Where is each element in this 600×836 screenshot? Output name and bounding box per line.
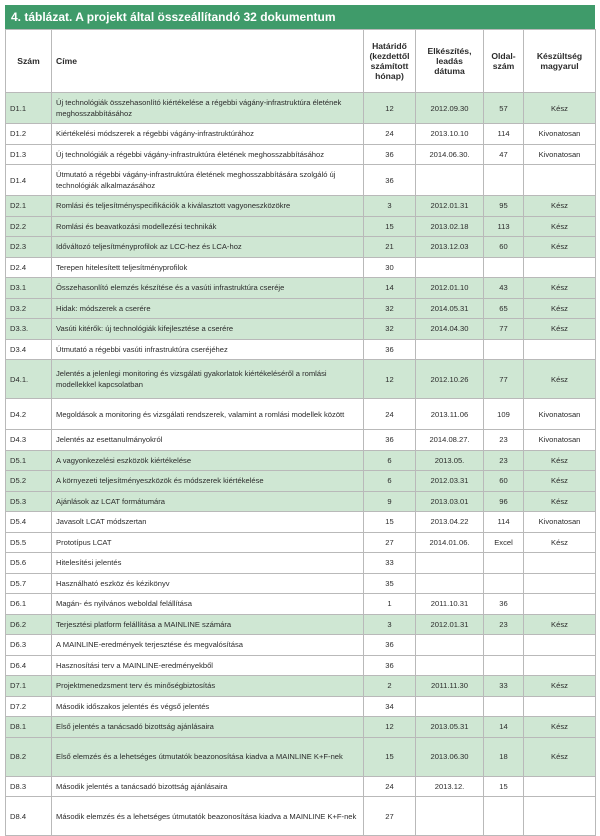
cell-deadline: 27	[364, 532, 416, 553]
table-body	[6, 93, 596, 836]
cell-document-id: D3.3.	[6, 319, 52, 340]
cell-status: Kész	[524, 319, 596, 340]
table-row	[6, 237, 596, 258]
cell-document-id: D6.3	[6, 635, 52, 656]
table-row	[6, 319, 596, 340]
cell-status: Kész	[524, 717, 596, 738]
cell-status: Kész	[524, 196, 596, 217]
cell-page-count: 95	[484, 196, 524, 217]
cell-deadline: 36	[364, 655, 416, 676]
cell-deadline: 12	[364, 93, 416, 124]
cell-page-count: 23	[484, 430, 524, 451]
header-cime: Címe	[52, 30, 364, 93]
cell-page-count: 96	[484, 491, 524, 512]
cell-document-title: Magán- és nyilvános weboldal felállítása	[52, 594, 364, 615]
cell-completion-date: 2012.10.26	[416, 360, 484, 399]
table-row	[6, 776, 596, 797]
cell-document-title: Útmutató a régebbi vágány-infrastruktúra életének meghosszabbítására szolgáló új technológiák alkalmazásához	[52, 165, 364, 196]
cell-deadline: 30	[364, 257, 416, 278]
cell-status: Kész	[524, 737, 596, 776]
cell-page-count	[484, 573, 524, 594]
cell-document-title: Projektmenedzsment terv és minőségbiztosítás	[52, 676, 364, 697]
cell-completion-date: 2012.09.30	[416, 93, 484, 124]
table-row	[6, 93, 596, 124]
cell-deadline: 36	[364, 635, 416, 656]
cell-deadline: 6	[364, 450, 416, 471]
cell-page-count: 23	[484, 450, 524, 471]
cell-page-count	[484, 257, 524, 278]
cell-page-count: 18	[484, 737, 524, 776]
cell-page-count	[484, 165, 524, 196]
cell-completion-date: 2013.12.	[416, 776, 484, 797]
cell-status: Kész	[524, 216, 596, 237]
cell-completion-date: 2014.08.27.	[416, 430, 484, 451]
cell-status	[524, 797, 596, 836]
cell-completion-date: 2013.05.	[416, 450, 484, 471]
cell-page-count: 114	[484, 512, 524, 533]
cell-completion-date: 2014.01.06.	[416, 532, 484, 553]
cell-document-id: D2.1	[6, 196, 52, 217]
cell-document-title: Új technológiák összehasonlító kiértékelése a régebbi vágány-infrastruktúra életének meghosszabbításához	[52, 93, 364, 124]
cell-completion-date	[416, 655, 484, 676]
cell-document-id: D7.2	[6, 696, 52, 717]
cell-deadline: 6	[364, 471, 416, 492]
cell-status: Kész	[524, 491, 596, 512]
cell-document-id: D1.1	[6, 93, 52, 124]
cell-document-title: Használható eszköz és kézikönyv	[52, 573, 364, 594]
documents-table	[5, 29, 596, 836]
cell-completion-date: 2013.04.22	[416, 512, 484, 533]
header-elkeszites: Elkészítés, leadás dátuma	[416, 30, 484, 93]
table-row	[6, 635, 596, 656]
cell-document-title: Új technológiák a régebbi vágány-infrastruktúra életének meghosszabbításához	[52, 144, 364, 165]
cell-deadline: 27	[364, 797, 416, 836]
cell-status: Kivonatosan	[524, 144, 596, 165]
cell-completion-date: 2012.01.10	[416, 278, 484, 299]
cell-status	[524, 776, 596, 797]
cell-document-title: Első jelentés a tanácsadó bizottság ajánlásaira	[52, 717, 364, 738]
cell-status	[524, 573, 596, 594]
cell-status	[524, 165, 596, 196]
cell-status: Kész	[524, 614, 596, 635]
cell-document-title: Terjesztési platform felállítása a MAINLINE számára	[52, 614, 364, 635]
table-row	[6, 512, 596, 533]
table-row	[6, 399, 596, 430]
cell-document-id: D6.2	[6, 614, 52, 635]
cell-document-id: D5.1	[6, 450, 52, 471]
cell-completion-date	[416, 339, 484, 360]
cell-document-id: D5.5	[6, 532, 52, 553]
cell-status: Kész	[524, 450, 596, 471]
cell-status: Kivonatosan	[524, 124, 596, 145]
cell-document-title: A MAINLINE-eredmények terjesztése és megvalósítása	[52, 635, 364, 656]
cell-status	[524, 257, 596, 278]
cell-document-title: Időváltozó teljesítményprofilok az LCC-hez és LCA-hoz	[52, 237, 364, 258]
cell-completion-date: 2014.06.30.	[416, 144, 484, 165]
cell-completion-date: 2012.03.31	[416, 471, 484, 492]
cell-deadline: 15	[364, 737, 416, 776]
table-row	[6, 655, 596, 676]
cell-page-count: 47	[484, 144, 524, 165]
cell-page-count: 114	[484, 124, 524, 145]
cell-document-title: Romlási és beavatkozási modellezési technikák	[52, 216, 364, 237]
table-row	[6, 165, 596, 196]
cell-completion-date: 2014.05.31	[416, 298, 484, 319]
cell-document-title: Hidak: módszerek a cserére	[52, 298, 364, 319]
cell-document-id: D4.2	[6, 399, 52, 430]
cell-document-id: D2.3	[6, 237, 52, 258]
cell-document-title: A vagyonkezelési eszközök kiértékelése	[52, 450, 364, 471]
cell-document-id: D8.2	[6, 737, 52, 776]
cell-deadline: 35	[364, 573, 416, 594]
table-row	[6, 360, 596, 399]
table-row	[6, 553, 596, 574]
table-row	[6, 676, 596, 697]
cell-status	[524, 655, 596, 676]
cell-page-count: 36	[484, 594, 524, 615]
cell-completion-date	[416, 696, 484, 717]
document-table-container	[5, 5, 595, 836]
cell-status: Kész	[524, 471, 596, 492]
cell-document-id: D2.2	[6, 216, 52, 237]
cell-status	[524, 553, 596, 574]
cell-deadline: 15	[364, 512, 416, 533]
cell-completion-date: 2013.02.18	[416, 216, 484, 237]
cell-document-title: Kiértékelési módszerek a régebbi vágány-infrastruktúrához	[52, 124, 364, 145]
cell-document-id: D1.2	[6, 124, 52, 145]
cell-document-title: Jelentés az esettanulmányokról	[52, 430, 364, 451]
cell-page-count: Excel	[484, 532, 524, 553]
cell-deadline: 15	[364, 216, 416, 237]
cell-document-title: Első elemzés és a lehetséges útmutatók beazonosítása kiadva a MAINLINE K+F-nek	[52, 737, 364, 776]
cell-deadline: 12	[364, 360, 416, 399]
cell-completion-date: 2013.10.10	[416, 124, 484, 145]
cell-status: Kész	[524, 676, 596, 697]
cell-document-title: Megoldások a monitoring és vizsgálati rendszerek, valamint a romlási modellek között	[52, 399, 364, 430]
header-keszultseg: Készültség magyarul	[524, 30, 596, 93]
cell-document-id: D3.1	[6, 278, 52, 299]
cell-page-count	[484, 655, 524, 676]
cell-status: Kész	[524, 532, 596, 553]
table-row	[6, 216, 596, 237]
cell-document-id: D2.4	[6, 257, 52, 278]
cell-status: Kész	[524, 278, 596, 299]
table-row	[6, 450, 596, 471]
cell-document-id: D5.3	[6, 491, 52, 512]
cell-page-count	[484, 553, 524, 574]
table-row	[6, 339, 596, 360]
cell-status: Kivonatosan	[524, 399, 596, 430]
cell-completion-date: 2013.11.06	[416, 399, 484, 430]
cell-status: Kész	[524, 237, 596, 258]
cell-document-id: D1.3	[6, 144, 52, 165]
cell-document-id: D5.2	[6, 471, 52, 492]
cell-status	[524, 594, 596, 615]
cell-deadline: 36	[364, 430, 416, 451]
cell-document-id: D8.1	[6, 717, 52, 738]
table-row	[6, 298, 596, 319]
cell-completion-date: 2011.10.31	[416, 594, 484, 615]
cell-document-id: D8.4	[6, 797, 52, 836]
cell-page-count: 109	[484, 399, 524, 430]
cell-document-title: Terepen hitelesített teljesítményprofilok	[52, 257, 364, 278]
cell-document-title: Javasolt LCAT módszertan	[52, 512, 364, 533]
cell-deadline: 12	[364, 717, 416, 738]
cell-deadline: 2	[364, 676, 416, 697]
cell-status: Kivonatosan	[524, 430, 596, 451]
cell-deadline: 1	[364, 594, 416, 615]
cell-page-count	[484, 696, 524, 717]
cell-document-title: Prototípus LCAT	[52, 532, 364, 553]
header-oldalszam: Oldal-szám	[484, 30, 524, 93]
cell-deadline: 9	[364, 491, 416, 512]
cell-deadline: 32	[364, 298, 416, 319]
cell-page-count: 33	[484, 676, 524, 697]
cell-completion-date: 2012.01.31	[416, 196, 484, 217]
header-szam: Szám	[6, 30, 52, 93]
cell-completion-date: 2013.12.03	[416, 237, 484, 258]
cell-document-title: Romlási és teljesítményspecifikációk a kiválasztott vagyoneszközökre	[52, 196, 364, 217]
cell-document-id: D1.4	[6, 165, 52, 196]
table-row	[6, 430, 596, 451]
cell-document-title: Összehasonlító elemzés készítése és a vasúti infrastruktúra cseréje	[52, 278, 364, 299]
cell-document-id: D4.3	[6, 430, 52, 451]
cell-deadline: 33	[364, 553, 416, 574]
cell-page-count: 60	[484, 237, 524, 258]
table-row	[6, 471, 596, 492]
cell-document-id: D5.4	[6, 512, 52, 533]
cell-document-id: D3.2	[6, 298, 52, 319]
cell-deadline: 34	[364, 696, 416, 717]
cell-completion-date: 2013.05.31	[416, 717, 484, 738]
cell-document-title: Ajánlások az LCAT formátumára	[52, 491, 364, 512]
cell-document-title: Hasznosítási terv a MAINLINE-eredményekből	[52, 655, 364, 676]
cell-page-count: 113	[484, 216, 524, 237]
cell-page-count: 23	[484, 614, 524, 635]
cell-document-id: D6.1	[6, 594, 52, 615]
table-row	[6, 196, 596, 217]
cell-document-title: Útmutató a régebbi vasúti infrastruktúra cseréjéhez	[52, 339, 364, 360]
cell-page-count: 60	[484, 471, 524, 492]
cell-completion-date: 2012.01.31	[416, 614, 484, 635]
table-row	[6, 717, 596, 738]
cell-deadline: 3	[364, 196, 416, 217]
cell-page-count: 15	[484, 776, 524, 797]
table-row	[6, 257, 596, 278]
table-row	[6, 594, 596, 615]
cell-document-id: D6.4	[6, 655, 52, 676]
cell-document-id: D8.3	[6, 776, 52, 797]
cell-document-id: D3.4	[6, 339, 52, 360]
table-row	[6, 797, 596, 836]
cell-page-count	[484, 797, 524, 836]
header-hatarido: Határidő (kezdettől számított hónap)	[364, 30, 416, 93]
table-row	[6, 696, 596, 717]
cell-deadline: 3	[364, 614, 416, 635]
cell-deadline: 24	[364, 124, 416, 145]
cell-page-count: 65	[484, 298, 524, 319]
cell-status: Kész	[524, 298, 596, 319]
cell-page-count: 14	[484, 717, 524, 738]
cell-page-count: 77	[484, 319, 524, 340]
cell-status	[524, 635, 596, 656]
table-row	[6, 124, 596, 145]
table-title: 4. táblázat. A projekt által összeállítandó 32 dokumentum	[5, 5, 595, 29]
cell-deadline: 14	[364, 278, 416, 299]
table-header-row	[6, 30, 596, 93]
table-row	[6, 491, 596, 512]
cell-completion-date: 2013.06.30	[416, 737, 484, 776]
cell-completion-date	[416, 635, 484, 656]
cell-document-title: Hitelesítési jelentés	[52, 553, 364, 574]
table-row	[6, 532, 596, 553]
cell-deadline: 24	[364, 776, 416, 797]
cell-page-count: 77	[484, 360, 524, 399]
cell-status	[524, 339, 596, 360]
cell-document-id: D7.1	[6, 676, 52, 697]
cell-completion-date	[416, 257, 484, 278]
cell-document-title: Második jelentés a tanácsadó bizottság ajánlásaira	[52, 776, 364, 797]
table-row	[6, 573, 596, 594]
cell-completion-date	[416, 553, 484, 574]
cell-page-count: 57	[484, 93, 524, 124]
cell-deadline: 36	[364, 339, 416, 360]
table-row	[6, 144, 596, 165]
table-row	[6, 278, 596, 299]
cell-document-title: Vasúti kitérők: új technológiák kifejlesztése a cserére	[52, 319, 364, 340]
cell-status: Kivonatosan	[524, 512, 596, 533]
cell-completion-date	[416, 165, 484, 196]
cell-status: Kész	[524, 93, 596, 124]
cell-completion-date	[416, 573, 484, 594]
cell-completion-date: 2011.11.30	[416, 676, 484, 697]
cell-deadline: 32	[364, 319, 416, 340]
cell-deadline: 24	[364, 399, 416, 430]
cell-document-title: Második időszakos jelentés és végső jelentés	[52, 696, 364, 717]
cell-completion-date: 2014.04.30	[416, 319, 484, 340]
cell-document-id: D5.7	[6, 573, 52, 594]
cell-page-count: 43	[484, 278, 524, 299]
cell-completion-date: 2013.03.01	[416, 491, 484, 512]
cell-completion-date	[416, 797, 484, 836]
cell-page-count	[484, 635, 524, 656]
cell-status	[524, 696, 596, 717]
cell-status: Kész	[524, 360, 596, 399]
cell-document-title: A környezeti teljesítményeszközök és módszerek kiértékelése	[52, 471, 364, 492]
cell-document-title: Második elemzés és a lehetséges útmutatók beazonosítása kiadva a MAINLINE K+F-nek	[52, 797, 364, 836]
cell-page-count	[484, 339, 524, 360]
table-row	[6, 614, 596, 635]
cell-deadline: 36	[364, 144, 416, 165]
cell-document-title: Jelentés a jelenlegi monitoring és vizsgálati gyakorlatok kiértékeléséről a romlási modellekkel kapcsolatban	[52, 360, 364, 399]
table-row	[6, 737, 596, 776]
cell-deadline: 21	[364, 237, 416, 258]
cell-document-id: D5.6	[6, 553, 52, 574]
cell-deadline: 36	[364, 165, 416, 196]
cell-document-id: D4.1.	[6, 360, 52, 399]
